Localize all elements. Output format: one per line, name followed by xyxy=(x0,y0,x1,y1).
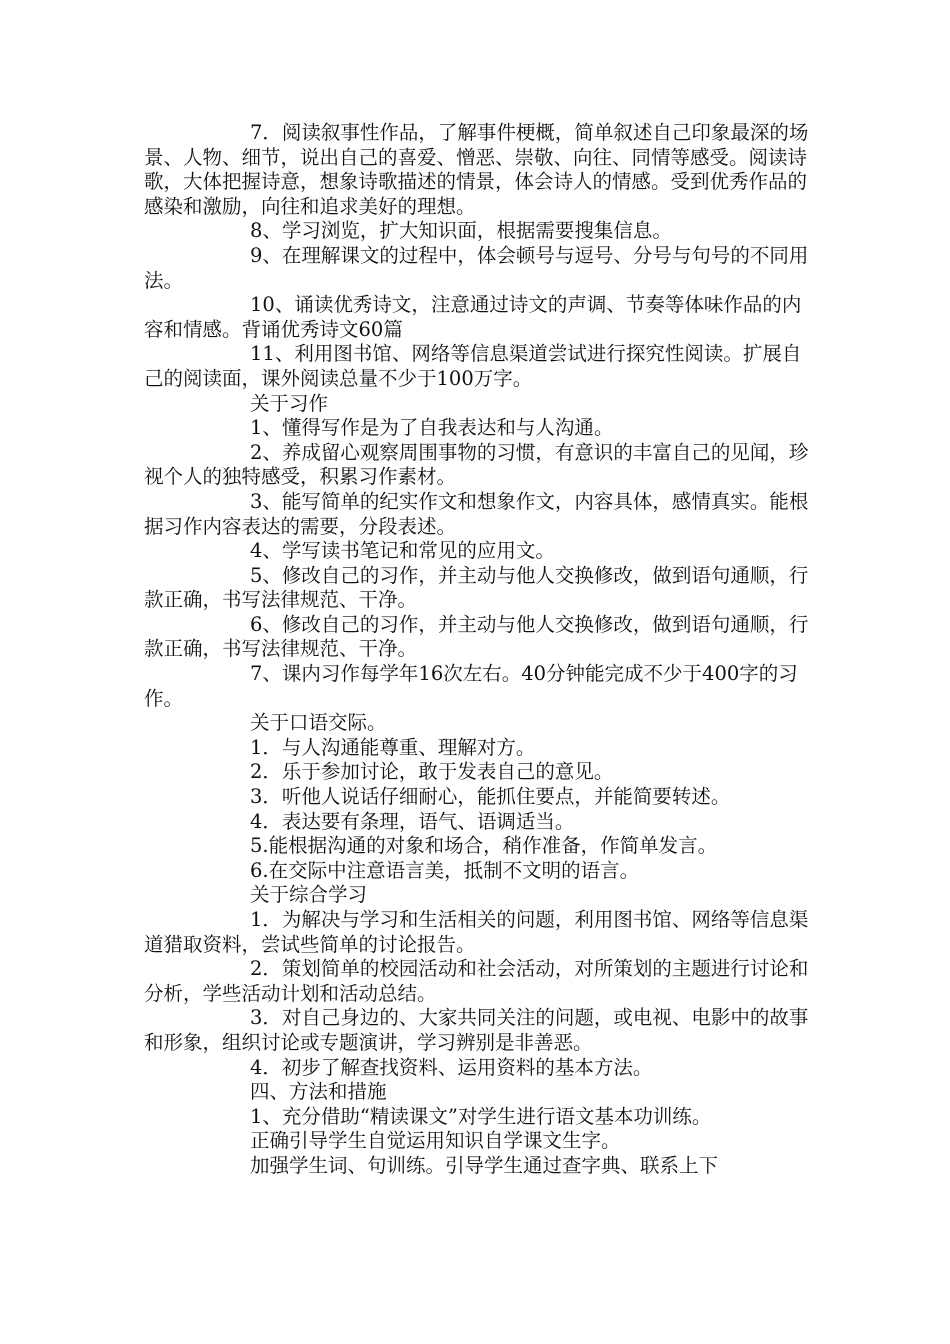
paragraph: 6.在交际中注意语言美，抵制不文明的语言。 xyxy=(250,858,640,882)
section-heading: 关于习作 xyxy=(250,391,329,415)
paragraph: 1．与人沟通能尊重、理解对方。 xyxy=(250,735,536,759)
paragraph: 3、能写简单的纪实作文和想象作文，内容具体，感情真实。能根据习作内容表达的需要，分段表述。 xyxy=(144,489,809,538)
section-heading: 关于口语交际。 xyxy=(250,711,387,735)
paragraph: 1、懂得写作是为了自我表达和与人沟通。 xyxy=(250,416,614,440)
paragraph: 11、利用图书馆、网络等信息渠道尝试进行探究性阅读。扩展自己的阅读面，课外阅读总量不少于100万字。 xyxy=(144,342,802,390)
paragraph: 5.能根据沟通的对象和场合，稍作准备，作简单发言。 xyxy=(250,834,718,858)
paragraph: 1、充分借助“精读课文”对学生进行语文基本功训练。 xyxy=(250,1104,712,1128)
paragraph: 3．听他人说话仔细耐心，能抓住要点，并能简要转述。 xyxy=(250,785,731,809)
paragraph: 7．阅读叙事性作品，了解事件梗概，简单叙述自己印象最深的场景、人物、细节，说出自己的喜爱、憎恶、崇敬、向往、同情等感受。阅读诗歌，大体把握诗意，想象诗歌描述的情景，体会诗人的情感。受到优秀作品的感染和激励，向往和追求美好的理想。 xyxy=(144,121,809,218)
paragraph: 1．为解决与学习和生活相关的问题，利用图书馆、网络等信息渠道猎取资料，尝试些简单的讨论报告。 xyxy=(144,908,809,956)
paragraph: 7、课内习作每学年16次左右。40分钟能完成不少于400字的习作。 xyxy=(144,662,798,710)
document-body xyxy=(144,121,814,1179)
paragraph: 6、修改自己的习作，并主动与他人交换修改，做到语句通顺，行款正确，书写法律规范、干净。 xyxy=(144,612,809,661)
paragraph: 2．乐于参加讨论，敢于发表自己的意见。 xyxy=(250,760,614,784)
paragraph: 2．策划简单的校园活动和社会活动，对所策划的主题进行讨论和分析，学些活动计划和活动总结。 xyxy=(144,957,809,1005)
paragraph: 加强学生词、句训练。引导学生通过查字典、联系上下 xyxy=(250,1153,719,1177)
paragraph: 4．表达要有条理，语气、语调适当。 xyxy=(250,809,575,833)
paragraph: 10、诵读优秀诗文，注意通过诗文的声调、节奏等体味作品的内容和情感。背诵优秀诗文60篇 xyxy=(144,293,802,341)
paragraph: 8、学习浏览，扩大知识面，根据需要搜集信息。 xyxy=(250,219,672,243)
paragraph: 3．对自己身边的、大家共同关注的问题，或电视、电影中的故事和形象，组织讨论或专题演讲，学习辨别是非善恶。 xyxy=(144,1006,809,1054)
paragraph: 4、学写读书笔记和常见的应用文。 xyxy=(250,539,555,563)
paragraph: 4．初步了解查找资料、运用资料的基本方法。 xyxy=(250,1055,653,1079)
paragraph: 5、修改自己的习作，并主动与他人交换修改，做到语句通顺，行款正确，书写法律规范、干净。 xyxy=(144,563,809,612)
section-heading: 四、方法和措施 xyxy=(250,1080,387,1104)
paragraph: 2、养成留心观察周围事物的习惯，有意识的丰富自己的见闻，珍视个人的独特感受，积累习作素材。 xyxy=(144,440,809,489)
section-heading: 关于综合学习 xyxy=(250,883,368,907)
paragraph: 9、在理解课文的过程中，体会顿号与逗号、分号与句号的不同用法。 xyxy=(144,243,809,292)
paragraph: 正确引导学生自觉运用知识自学课文生字。 xyxy=(250,1129,621,1153)
